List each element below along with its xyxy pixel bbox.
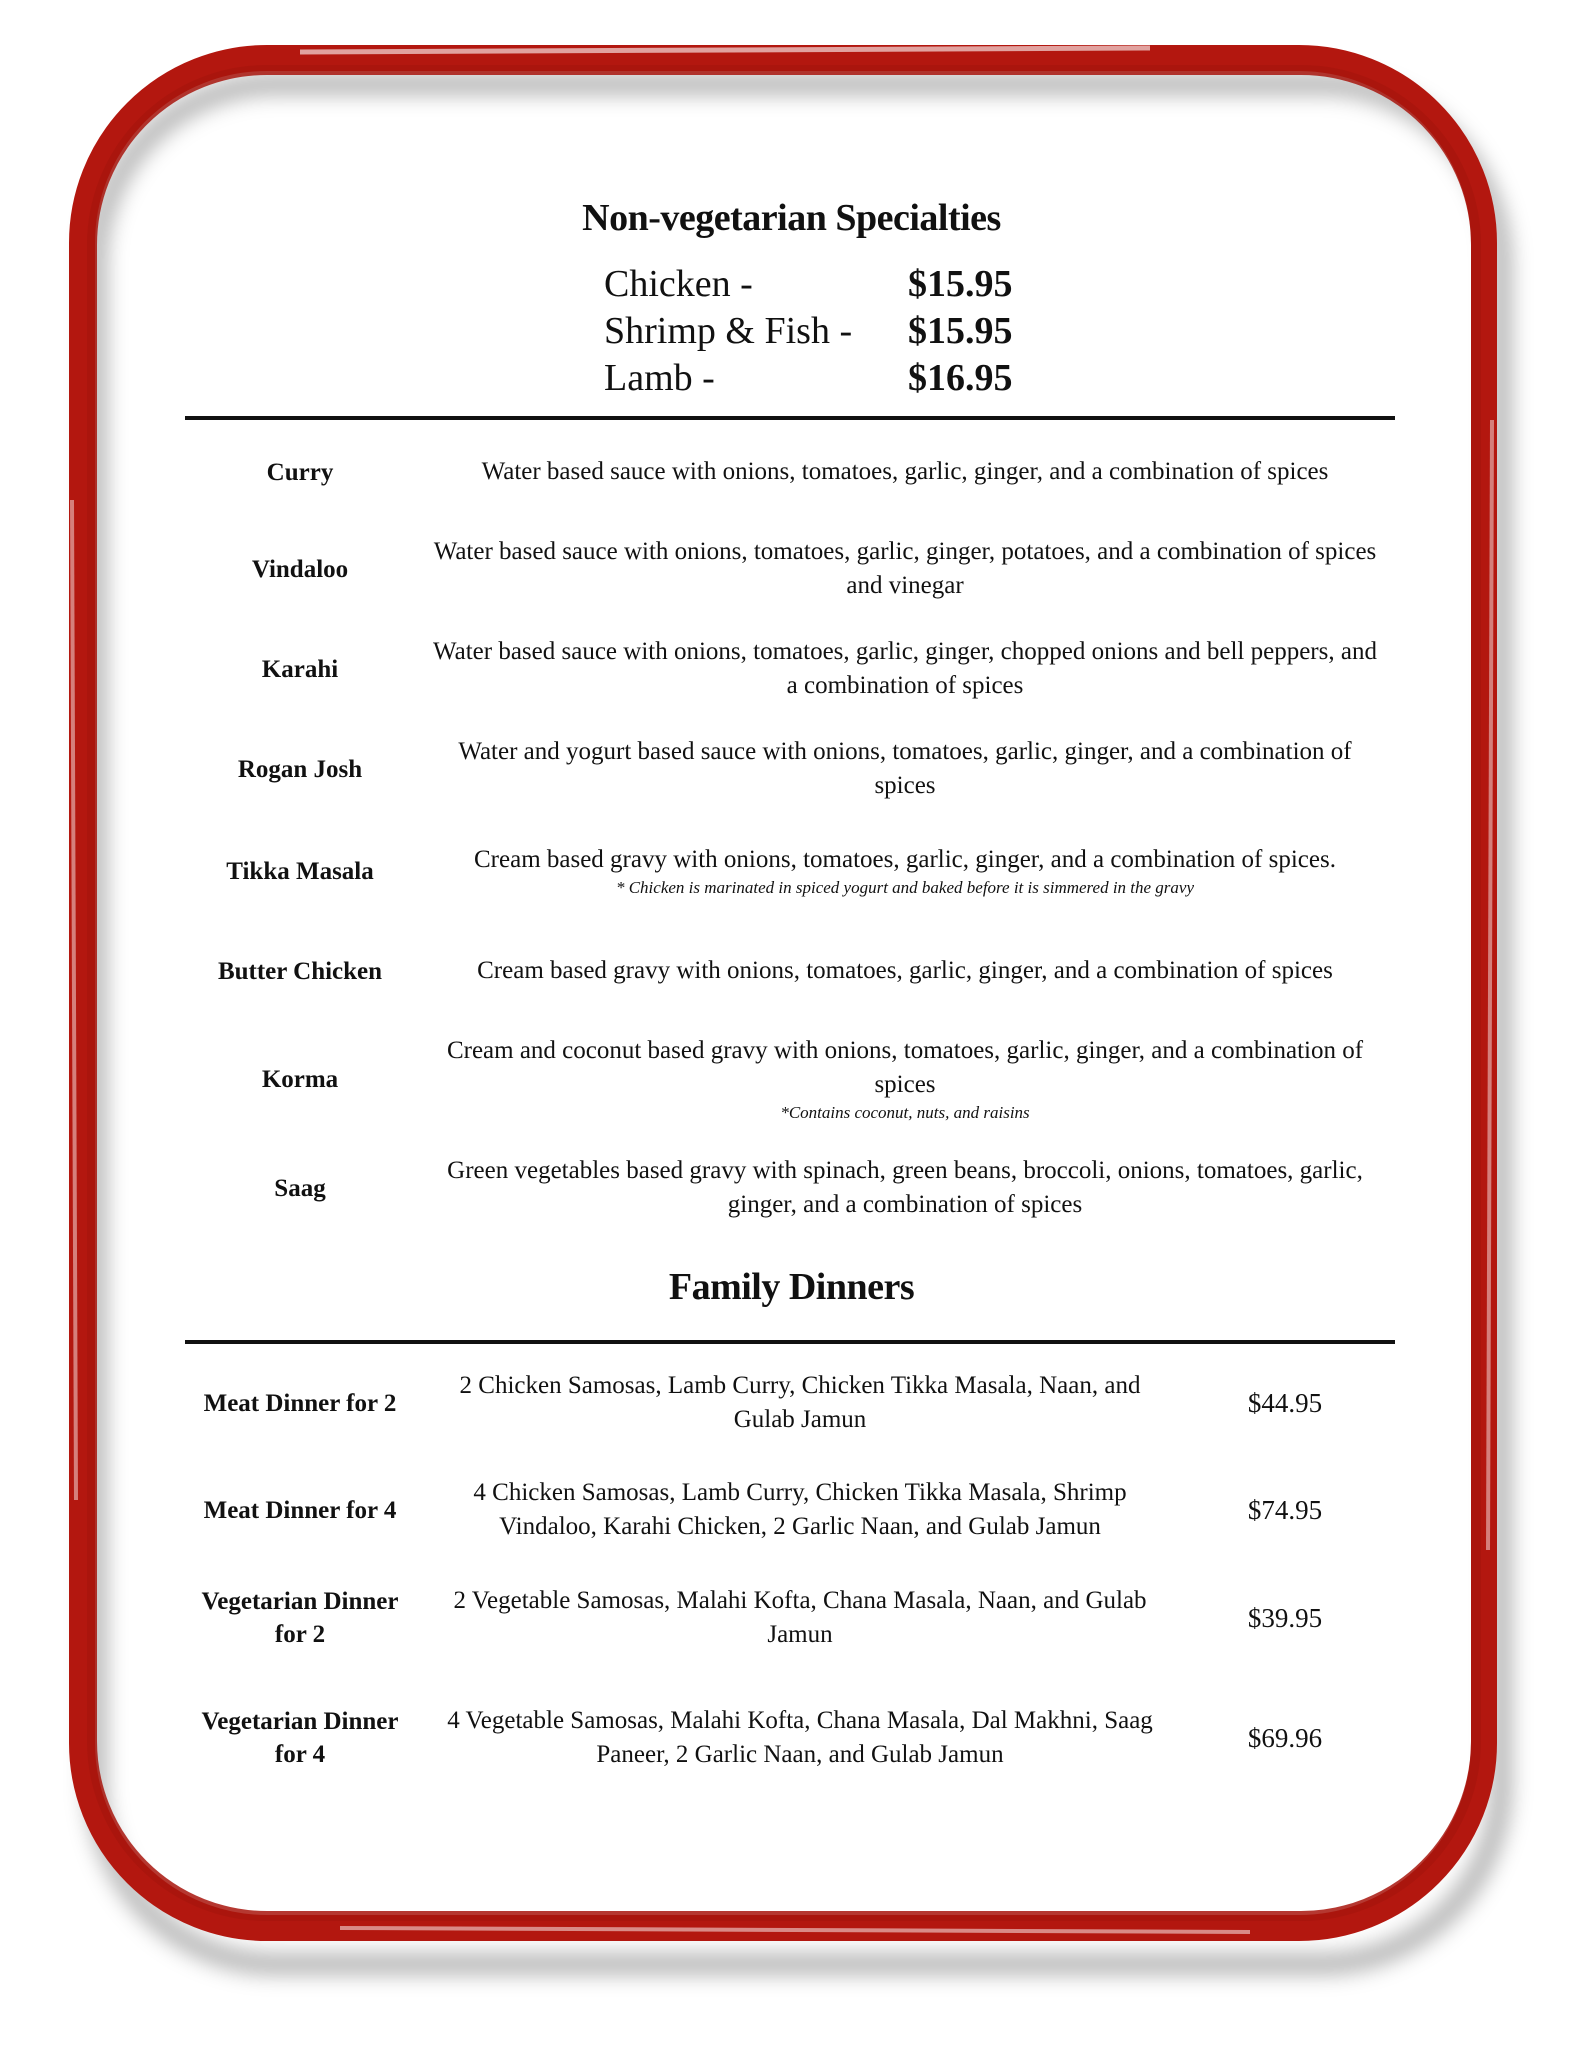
dinner-description: [430, 1470, 1170, 1550]
dish-row: [185, 732, 1395, 806]
dish-description: [430, 732, 1380, 806]
dish-description-text: Water based sauce with onions, tomatoes, garlic, ginger, and a combination of spices: [481, 458, 1329, 485]
dish-name: Curry: [266, 458, 334, 486]
dinner-description-text: 2 Vegetable Samosas, Malahi Kofta, Chana Masala, Naan, and Gulab Jamun: [453, 1587, 1147, 1648]
dinner-description-text: 4 Chicken Samosas, Lamb Curry, Chicken Tikka Masala, Shrimp Vindaloo, Karahi Chicken, 2 Garlic Naan, and Gulab Jamun: [473, 1479, 1127, 1540]
dinner-description-text: 4 Vegetable Samosas, Malahi Kofta, Chana Masala, Dal Makhni, Saag Paneer, 2 Garlic Naan, and Gulab Jamun: [447, 1707, 1153, 1768]
family-divider: [185, 1340, 1395, 1344]
dish-description-text: Water based sauce with onions, tomatoes, garlic, ginger, chopped onions and bell peppers, and a combination of spices: [433, 638, 1377, 699]
dish-name: Vindaloo: [251, 555, 349, 583]
dish-row: [185, 944, 1395, 998]
dinner-price: $39.95: [1247, 1602, 1323, 1633]
price-row-lamb: [604, 356, 1044, 403]
dish-description-text: Cream based gravy with onions, tomatoes, garlic, ginger, and a combination of spices: [477, 957, 1333, 984]
dish-description-text: Green vegetables based gravy with spinach, green beans, broccoli, onions, tomatoes, garlic, ginger, and a combination of spices: [447, 1157, 1363, 1218]
dish-description-text: Cream based gravy with onions, tomatoes, garlic, ginger, and a combination of spices.: [474, 846, 1336, 873]
family-dinner-row: [185, 1578, 1395, 1658]
dinner-name: Meat Dinner for 4: [203, 1496, 397, 1524]
dish-row: [185, 445, 1395, 499]
specialties-title: Non-vegetarian Specialties: [582, 197, 1001, 239]
dish-description: [430, 532, 1380, 606]
dinner-name: Vegetarian Dinner for 4: [201, 1708, 399, 1768]
dish-name: Karahi: [261, 655, 339, 683]
price-row-shrimp-fish: [604, 309, 1044, 356]
price-name: Chicken -: [604, 263, 753, 305]
dish-note: *Contains coconut, nuts, and raisins: [780, 1103, 1030, 1122]
dish-name: Rogan Josh: [237, 755, 363, 783]
dish-description: [430, 1029, 1380, 1129]
dish-note: * Chicken is marinated in spiced yogurt and baked before it is simmered in the gravy: [615, 878, 1195, 897]
dinner-name: Vegetarian Dinner for 2: [201, 1588, 399, 1648]
dish-description-text: Water based sauce with onions, tomatoes, garlic, ginger, potatoes, and a combination of spices and vinegar: [433, 538, 1377, 599]
dinner-description: [430, 1698, 1170, 1778]
dish-description-text: Cream and coconut based gravy with onions, tomatoes, garlic, ginger, and a combination of spices: [446, 1037, 1364, 1098]
specialties-price-list: [604, 262, 1044, 403]
dish-description: [430, 1151, 1380, 1225]
price-name: Lamb -: [604, 357, 715, 399]
dish-description: [430, 445, 1380, 499]
price-value: $15.95: [908, 310, 1013, 352]
family-title: Family Dinners: [668, 1266, 915, 1308]
price-value: $15.95: [908, 263, 1013, 305]
dinner-price: $44.95: [1247, 1387, 1323, 1418]
dinner-description: [430, 1363, 1170, 1443]
family-dinner-row: [185, 1470, 1395, 1550]
dish-row: [185, 632, 1395, 706]
dish-name: Butter Chicken: [217, 957, 383, 985]
specialties-divider: [185, 416, 1395, 420]
price-value: $16.95: [908, 357, 1013, 399]
dish-description: [430, 944, 1380, 998]
dinner-description-text: 2 Chicken Samosas, Lamb Curry, Chicken Tikka Masala, Naan, and Gulab Jamun: [459, 1372, 1141, 1433]
dinner-name: Meat Dinner for 2: [203, 1389, 397, 1417]
dinner-price: $74.95: [1247, 1494, 1323, 1525]
price-name: Shrimp & Fish -: [604, 310, 853, 352]
dish-name: Saag: [274, 1174, 326, 1202]
dish-name: Korma: [261, 1065, 339, 1093]
dish-row: [185, 838, 1395, 904]
dish-description: [430, 838, 1380, 904]
dinner-price: $69.96: [1247, 1722, 1323, 1753]
dish-description-text: Water and yogurt based sauce with onions, tomatoes, garlic, ginger, and a combination of spices: [458, 738, 1352, 799]
price-row-chicken: [604, 262, 1044, 309]
dish-description: [430, 632, 1380, 706]
dish-row: [185, 532, 1395, 606]
family-dinner-row: [185, 1363, 1395, 1443]
dinner-description: [430, 1578, 1170, 1658]
dish-row: [185, 1029, 1395, 1129]
dish-name: Tikka Masala: [226, 857, 374, 885]
family-dinner-row: [185, 1698, 1395, 1778]
dish-row: [185, 1151, 1395, 1225]
